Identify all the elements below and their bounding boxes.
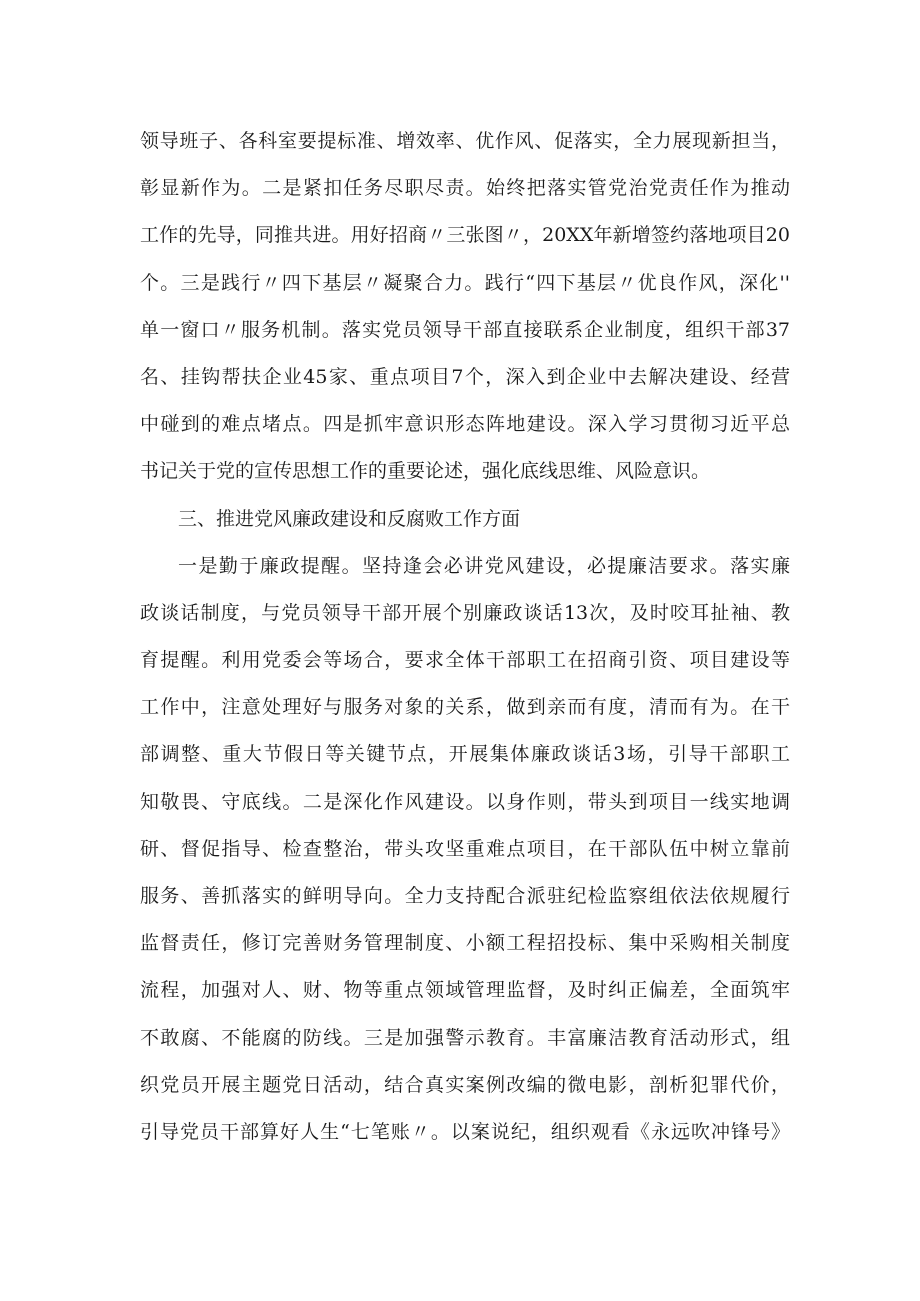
text-line: 中碰到的难点堵点。四是抓牢意识形态阵地建设。深入学习贯彻习近平总 <box>140 413 790 436</box>
text-line: 彰显新作为。二是紧扣任务尽职尽责。始终把落实管党治党责任作为推动 <box>140 177 790 200</box>
text-line: 名、挂钩帮扶企业45家、重点项目7个，深入到企业中去解决建设、经营 <box>140 365 790 388</box>
text-line: 领导班子、各科室要提标准、增效率、优作风、促落实，全力展现新担当， <box>140 130 790 152</box>
text-line: 单一窗口〃服务机制。落实党员领导干部直接联系企业制度，组织干部37 <box>140 318 790 341</box>
document-body <box>140 118 790 1156</box>
text-line: 引导党员干部算好人生“七笔账〃。以案说纪，组织观看《永远吹冲锋号》 <box>140 1120 790 1143</box>
text-line: 工作的先导，同推共进。用好招商〃三张图〃，20XX年新增签约落地项目20 <box>140 224 790 247</box>
text-line: 监督责任，修订完善财务管理制度、小额工程招投标、集中采购相关制度 <box>140 932 790 955</box>
text-line: 书记关于党的宣传思想工作的重要论述，强化底线思维、风险意识。 <box>140 460 711 483</box>
text-line: 流程，加强对人、财、物等重点领域管理监督，及时纠正偏差，全面筑牢 <box>140 979 790 1002</box>
text-line: 育提醒。利用党委会等场合，要求全体干部职工在招商引资、项目建设等 <box>140 649 790 672</box>
text-line: 知敬畏、守底线。二是深化作风建设。以身作则，带头到项目一线实地调 <box>140 790 790 813</box>
text-line: 研、督促指导、检查整治，带头攻坚重难点项目，在干部队伍中树立靠前 <box>140 837 790 860</box>
text-line: 个。三是践行〃四下基层〃凝聚合力。践行“四下基层〃优良作风，深化'' <box>140 271 790 294</box>
text-line: 政谈话制度，与党员领导干部开展个别廉政谈话13次，及时咬耳扯袖、教 <box>140 601 790 624</box>
text-line: 不敢腐、不能腐的防线。三是加强警示教育。丰富廉洁教育活动形式，组 <box>140 1026 790 1049</box>
text-line: 一是勤于廉政提醒。坚持逢会必讲党风建设，必提廉洁要求。落实廉 <box>178 554 790 577</box>
text-line: 服务、善抓落实的鲜明导向。全力支持配合派驻纪检监察组依法依规履行 <box>140 885 790 907</box>
text-line: 织党员开展主题党日活动，结合真实案例改编的微电影，剖析犯罪代价， <box>140 1073 790 1096</box>
text-line: 工作中，注意处理好与服务对象的关系，做到亲而有度，清而有为。在干 <box>140 696 790 719</box>
text-line: 部调整、重大节假日等关键节点，开展集体廉政谈话3场，引导干部职工 <box>140 743 790 766</box>
section-heading: 三、推进党风廉政建设和反腐败工作方面 <box>178 507 521 530</box>
